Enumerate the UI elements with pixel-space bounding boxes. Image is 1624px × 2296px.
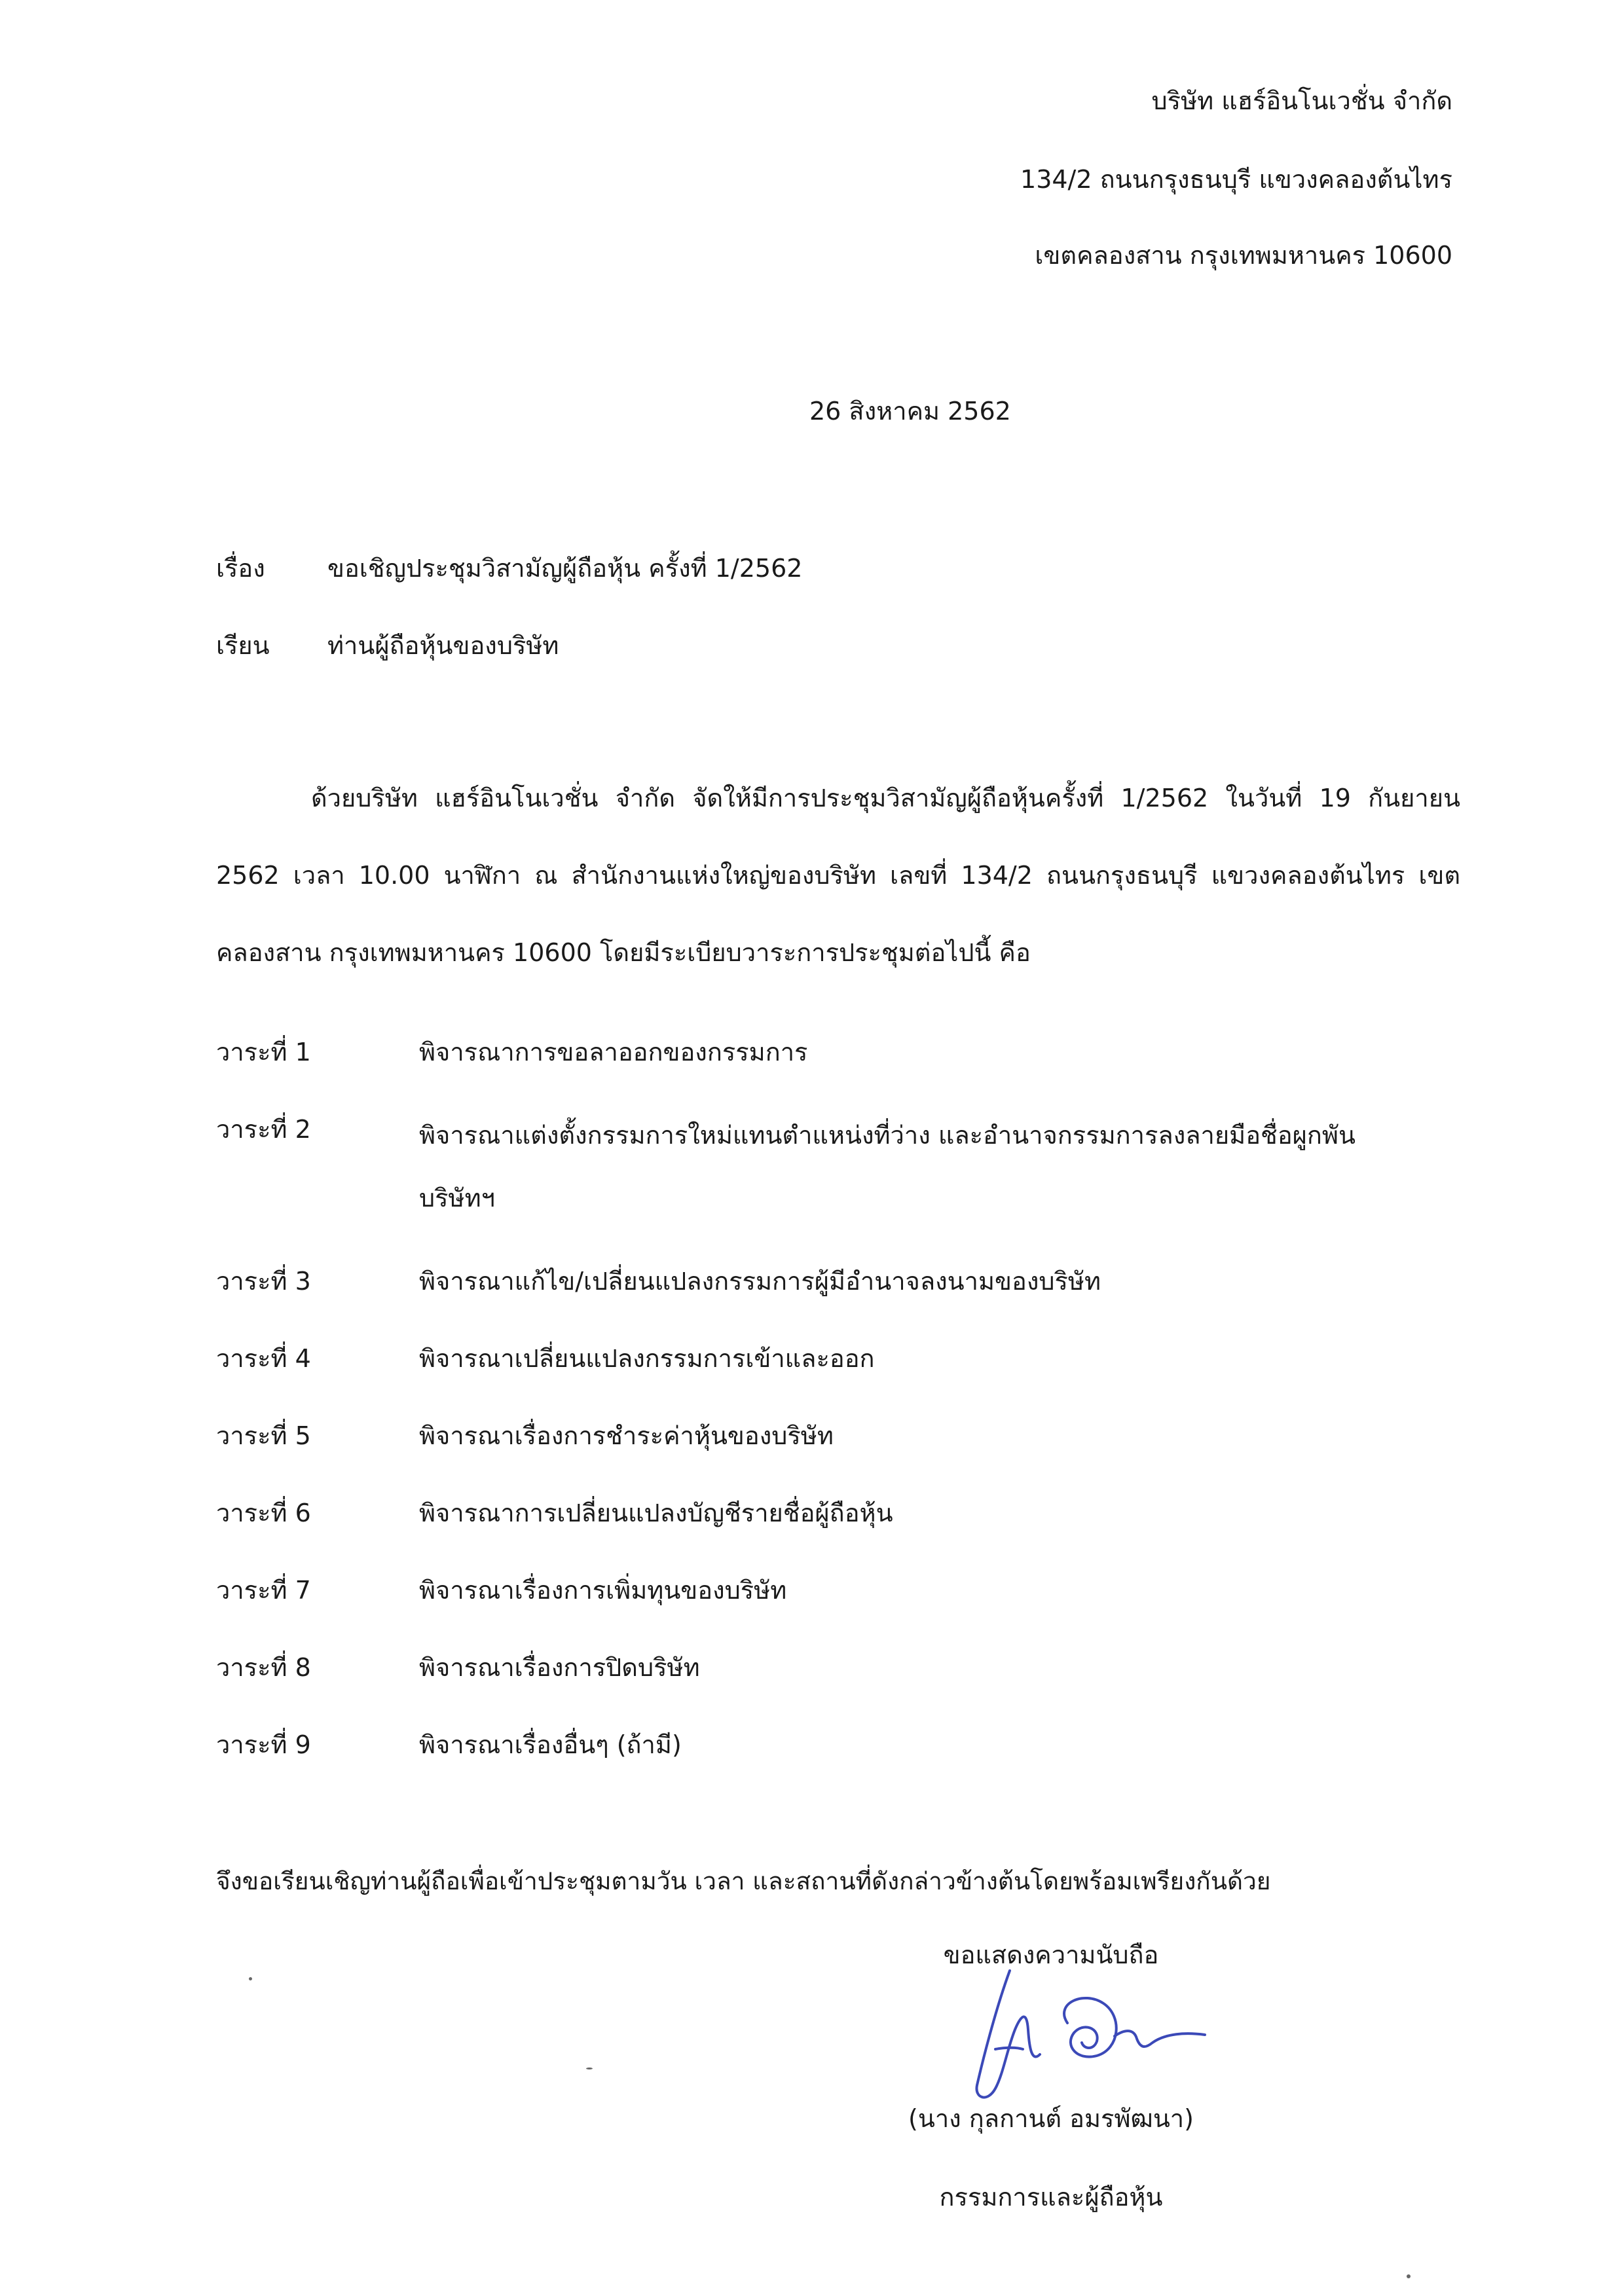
agenda-item [216,1104,1460,1230]
agenda-item-label: วาระที่ 3 [216,1267,311,1296]
scan-speck [586,2068,593,2069]
body-paragraph: ด้วยบริษัท แฮร์อินโนเวชั่น จำกัด จัดให้มีการประชุมวิสามัญผู้ถือหุ้นครั้งที่ 1/2562 ในวันที่ 19 กันยายน 2562 เวลา 10.00 นาฬิกา ณ สำนักงานแห่งใหญ่ของบริษัท เลขที่ 134/2 ถนนกรุงธนบุรี แขวงคลองต้นไทร เขตคลองสาน กรุงเทพมหานคร 10600 โดยมีระเบียบวาระการประชุมต่อไปนี้ คือ [216,784,1460,967]
agenda-item [216,1565,1460,1616]
agenda-item-text: พิจารณาเรื่องการชำระค่าหุ้นของบริษัท [419,1421,834,1450]
agenda-list [216,1027,1460,1796]
signatory-name: (นาง กุลกานต์ อมรพัฒนา) [908,2104,1194,2133]
recipient-text: ท่านผู้ถือหุ้นของบริษัท [327,631,559,660]
scan-speck [249,1977,252,1980]
agenda-item [216,1333,1460,1384]
address-line-1: 134/2 ถนนกรุงธนบุรี แขวงคลองต้นไทร [1020,165,1452,194]
agenda-item-text: พิจารณาแต่งตั้งกรรมการใหม่แทนตำแหน่งที่ว่าง และอำนาจกรรมการลงลายมือชื่อผูกพันบริษัทฯ [419,1121,1356,1212]
recipient-label: เรียน [216,631,270,660]
agenda-item-text: พิจารณาเรื่องการปิดบริษัท [419,1653,700,1682]
agenda-item-text: พิจารณาเปลี่ยนแปลงกรรมการเข้าและออก [419,1344,875,1373]
signature-mark [969,1951,1244,2121]
regards-text: ขอแสดงความนับถือ [943,1941,1159,1969]
agenda-item-label: วาระที่ 1 [216,1038,311,1066]
agenda-item [216,1410,1460,1461]
company-name: บริษัท แฮร์อินโนเวชั่น จำกัด [1151,86,1452,115]
signatory-position: กรรมการและผู้ถือหุ้น [939,2183,1163,2212]
agenda-item-text: พิจารณาการขอลาออกของกรรมการ [419,1038,808,1066]
agenda-item-label: วาระที่ 2 [216,1115,311,1144]
agenda-item-label: วาระที่ 6 [216,1499,311,1527]
agenda-item-text: พิจารณาเรื่องอื่นๆ (ถ้ามี) [419,1730,682,1759]
agenda-item-label: วาระที่ 4 [216,1344,311,1373]
agenda-item-label: วาระที่ 9 [216,1730,311,1759]
agenda-item-text: พิจารณาแก้ไข/เปลี่ยนแปลงกรรมการผู้มีอำนาจลงนามของบริษัท [419,1267,1101,1296]
agenda-item-label: วาระที่ 5 [216,1421,311,1450]
agenda-item [216,1256,1460,1307]
closing-sentence: จึงขอเรียนเชิญท่านผู้ถือเพื่อเข้าประชุมตามวัน เวลา และสถานที่ดังกล่าวข้างต้นโดยพร้อมเพรียงกันด้วย [216,1867,1271,1895]
agenda-item [216,1642,1460,1693]
agenda-item [216,1487,1460,1539]
agenda-item [216,1719,1460,1770]
agenda-item [216,1027,1460,1078]
scan-speck [1407,2274,1411,2278]
letter-date: 26 สิงหาคม 2562 [809,397,1011,426]
agenda-item-text: พิจารณาเรื่องการเพิ่มทุนของบริษัท [419,1576,787,1605]
agenda-item-label: วาระที่ 7 [216,1576,311,1605]
agenda-item-text: พิจารณาการเปลี่ยนแปลงบัญชีรายชื่อผู้ถือหุ้น [419,1499,893,1527]
agenda-item-label: วาระที่ 8 [216,1653,311,1682]
subject-label: เรื่อง [216,554,265,583]
address-line-2: เขตคลองสาน กรุงเทพมหานคร 10600 [1035,241,1452,270]
subject-text: ขอเชิญประชุมวิสามัญผู้ถือหุ้น ครั้งที่ 1/2562 [327,554,803,583]
